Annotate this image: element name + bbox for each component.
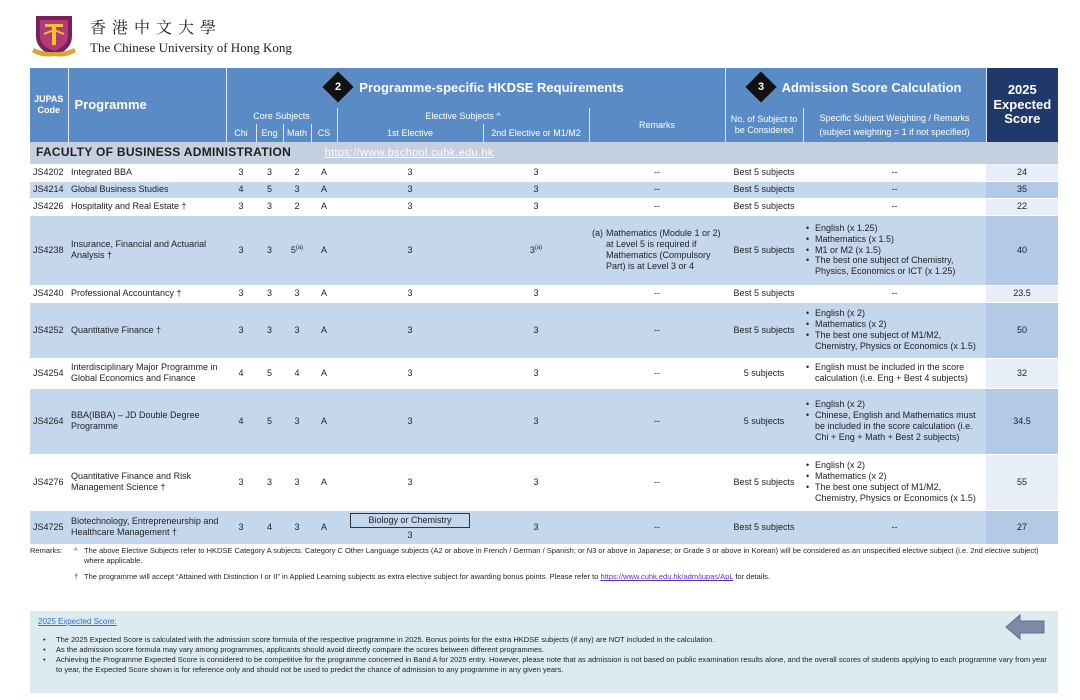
expected-score: 34.5 <box>986 388 1058 454</box>
weighting-cell: -- <box>803 164 986 181</box>
remarks-cell: -- <box>589 302 725 358</box>
chi-level: 3 <box>226 302 256 358</box>
faculty-row <box>30 142 1058 164</box>
no-of-subject: Best 5 subjects <box>725 164 803 181</box>
chi-level: 3 <box>226 164 256 181</box>
faculty-website-link[interactable]: https://www.bschool.cuhk.edu.hk <box>324 147 494 160</box>
jupas-code: JS4214 <box>30 181 68 198</box>
jupas-code: JS4254 <box>30 358 68 388</box>
math-level: 2 <box>283 198 311 215</box>
elective2-level: 3 <box>483 358 589 388</box>
programme-name: Integrated BBA <box>68 164 226 181</box>
table-row <box>30 510 1058 544</box>
elective1-level: 3 <box>337 454 483 510</box>
chi-level: 3 <box>226 198 256 215</box>
chi-level: 3 <box>226 285 256 302</box>
cs-level: A <box>311 198 337 215</box>
weighting-cell: • English (x 1.25) • Mathematics (x 1.5) • M1 or M2 (x 1.5) • The best one subject of Chemistry, Physics, Economics or ICT (x 1.25) <box>803 215 986 285</box>
jupas-code: JS4725 <box>30 510 68 544</box>
elective2-level: 3 <box>483 285 589 302</box>
elective2-level: 3 <box>483 510 589 544</box>
no-of-subject: Best 5 subjects <box>725 285 803 302</box>
table-row <box>30 198 1058 215</box>
jupas-code: JS4226 <box>30 198 68 215</box>
no-of-subject: Best 5 subjects <box>725 302 803 358</box>
back-arrow-icon[interactable] <box>1004 613 1046 641</box>
chi-level: 4 <box>226 181 256 198</box>
step-3-badge: 3 <box>745 71 776 102</box>
elective2-header: 2nd Elective or M1/M2 <box>483 124 589 142</box>
expected-score-note-title: 2025 Expected Score: <box>38 617 117 626</box>
elective1-level: 3 <box>337 285 483 302</box>
remarks-cell: -- <box>589 388 725 454</box>
elective1-level: 3 <box>337 388 483 454</box>
expected-score: 55 <box>986 454 1058 510</box>
weighting-cell: -- <box>803 181 986 198</box>
jupas-code: JS4276 <box>30 454 68 510</box>
math-header: Math <box>283 124 311 142</box>
eng-level: 4 <box>256 510 283 544</box>
weighting-cell: -- <box>803 198 986 215</box>
admission-score-header: 3 Admission Score Calculation <box>725 68 986 108</box>
jupas-code: JS4252 <box>30 302 68 358</box>
no-of-subject: Best 5 subjects <box>725 510 803 544</box>
elective2-level: 3 <box>483 181 589 198</box>
table-row <box>30 181 1058 198</box>
expected-score: 32 <box>986 358 1058 388</box>
cs-level: A <box>311 358 337 388</box>
elective2-level: 3 <box>483 198 589 215</box>
no-of-subject-header: No. of Subject to be Considered <box>725 108 803 142</box>
programme-name: Professional Accountancy † <box>68 285 226 302</box>
programme-name: Hospitality and Real Estate † <box>68 198 226 215</box>
jupas-code: JS4202 <box>30 164 68 181</box>
remarks-cell: -- <box>589 285 725 302</box>
programme-header: Programme <box>68 68 226 142</box>
elective2-level: 3 <box>483 454 589 510</box>
table-row <box>30 454 1058 510</box>
eng-level: 3 <box>256 198 283 215</box>
cuhk-crest-logo <box>30 12 78 58</box>
programme-name: Global Business Studies <box>68 181 226 198</box>
core-subjects-header: Core Subjects <box>226 108 337 124</box>
remarks-cell: (a) Mathematics (Module 1 or 2) at Level 5 is required if Mathematics (Compulsory Part) is at Level 3 or 4 <box>589 215 725 285</box>
math-level: 2 <box>283 164 311 181</box>
expected-score-note <box>30 611 1058 693</box>
remarks-cell: -- <box>589 454 725 510</box>
eng-header: Eng <box>256 124 283 142</box>
eng-level: 3 <box>256 454 283 510</box>
university-name-english: The Chinese University of Hong Kong <box>90 39 292 55</box>
caret-remark-text: The above Elective Subjects refer to HKDSE Category A subjects. Category C Other Language subjects (A2 or above in French / German / Spanish; or N3 or above in Japanese; or Grade 3 or above in Korean) will be considered as an unspecified elective subject (i.e. 2nd elective subject) where applicable. <box>84 546 1039 566</box>
dagger-symbol: † <box>74 572 79 582</box>
step-2-badge: 2 <box>323 71 354 102</box>
table-row <box>30 164 1058 181</box>
programme-name: BBA(IBBA) – JD Double Degree Programme <box>68 388 226 454</box>
weighting-header: Specific Subject Weighting / Remarks (subject weighting = 1 if not specified) <box>803 108 986 142</box>
jupas-code: JS4238 <box>30 215 68 285</box>
remarks-cell: -- <box>589 510 725 544</box>
faculty-title: FACULTY OF BUSINESS ADMINISTRATION <box>36 145 292 160</box>
no-of-subject: Best 5 subjects <box>725 181 803 198</box>
math-level: 5$^{(a)}$ <box>283 215 311 285</box>
elective1-level: 3 <box>337 164 483 181</box>
math-level: 3 <box>283 181 311 198</box>
expected-score-header: 2025 Expected Score <box>986 68 1058 142</box>
weighting-cell: • English must be included in the score calculation (i.e. Eng + Best 4 subjects) <box>803 358 986 388</box>
remarks-header: Remarks <box>589 108 725 142</box>
cs-header: CS <box>311 124 337 142</box>
elective1-level: 3 <box>337 198 483 215</box>
caret-symbol: ^ <box>74 546 78 555</box>
expected-score: 35 <box>986 181 1058 198</box>
eng-level: 5 <box>256 358 283 388</box>
remarks-cell: -- <box>589 198 725 215</box>
elective1-level: 3 <box>337 302 483 358</box>
programme-name: Interdisciplinary Major Programme in Global Economics and Finance <box>68 358 226 388</box>
elective1-subject-box: Biology or Chemistry <box>350 513 470 528</box>
weighting-cell: • English (x 2) • Mathematics (x 2) • The best one subject of M1/M2, Chemistry, Physics or Economics (x 1.5) <box>803 302 986 358</box>
remarks-cell: -- <box>589 358 725 388</box>
cs-level: A <box>311 164 337 181</box>
no-of-subject: 5 subjects <box>725 388 803 454</box>
programme-name: Biotechnology, Entrepreneurship and Healthcare Management † <box>68 510 226 544</box>
math-level: 3 <box>283 454 311 510</box>
math-level: 3 <box>283 388 311 454</box>
expected-score: 40 <box>986 215 1058 285</box>
university-name-chinese: 香港中文大學 <box>90 17 223 37</box>
chi-level: 3 <box>226 510 256 544</box>
cs-level: A <box>311 510 337 544</box>
chi-header: Chi <box>226 124 256 142</box>
math-level: 3 <box>283 510 311 544</box>
note-bullet: • The 2025 Expected Score is calculated with the admission score formula of the respective programme in 2025. Bonus points for the extra HKDSE subjects (if any) are NOT included in the calculation. <box>38 635 1050 645</box>
jupas-code: JS4240 <box>30 285 68 302</box>
no-of-subject: Best 5 subjects <box>725 454 803 510</box>
cs-level: A <box>311 285 337 302</box>
note-bullet: • Achieving the Programme Expected Score is considered to be competitive for the programme concerned in Band A for 2025 entry. However, please note that as admission is not based on public examination results alone, and the overall scores of students applying to each programme vary from year to year, the Expected Score shown is for reference only and should not be used to predict the chance of admission to any programme in any given years. <box>38 655 1050 675</box>
table-row <box>30 285 1058 302</box>
chi-level: 3 <box>226 215 256 285</box>
jupas-code-header: JUPAS Code <box>30 68 68 142</box>
math-level: 3 <box>283 285 311 302</box>
chi-level: 3 <box>226 454 256 510</box>
cs-level: A <box>311 454 337 510</box>
no-of-subject: Best 5 subjects <box>725 215 803 285</box>
eng-level: 3 <box>256 164 283 181</box>
eng-level: 5 <box>256 388 283 454</box>
table-row <box>30 302 1058 358</box>
expected-score: 24 <box>986 164 1058 181</box>
chi-level: 4 <box>226 388 256 454</box>
table-row <box>30 215 1058 285</box>
elective1-level: 3 <box>337 181 483 198</box>
remarks-cell: -- <box>589 181 725 198</box>
expected-score: 22 <box>986 198 1058 215</box>
expected-score: 50 <box>986 302 1058 358</box>
elective2-level: 3 <box>483 302 589 358</box>
no-of-subject: Best 5 subjects <box>725 198 803 215</box>
note-bullet: • As the admission score formula may vary among programmes, applicants should avoid directly compare the scores between different programmes. <box>38 645 1050 655</box>
expected-score: 27 <box>986 510 1058 544</box>
elective2-level: 3 <box>483 164 589 181</box>
requirements-table <box>30 68 1058 545</box>
eng-level: 5 <box>256 181 283 198</box>
programme-name: Quantitative Finance † <box>68 302 226 358</box>
elective1-level: Biology or Chemistry 3 <box>337 510 483 544</box>
applied-learning-link[interactable]: https://www.cuhk.edu.hk/adm/jupas/ApL <box>600 572 734 582</box>
expected-score: 23.5 <box>986 285 1058 302</box>
dagger-remark-text: The programme will accept “Attained with Distinction I or II” in Applied Learning subjects as extra elective subject for awarding bonus points. Please refer to https://www.cuhk.edu.hk/adm/jupas/ApL for details. <box>84 572 770 582</box>
eng-level: 3 <box>256 215 283 285</box>
math-level: 3 <box>283 302 311 358</box>
programme-name: Insurance, Financial and Actuarial Analysis † <box>68 215 226 285</box>
weighting-cell: • English (x 2) • Chinese, English and Mathematics must be included in the score calculation (i.e. Chi + Eng + Math + Best 2 subjects) <box>803 388 986 454</box>
programme-requirements-header: 2 Programme-specific HKDSE Requirements <box>226 68 725 108</box>
cs-level: A <box>311 388 337 454</box>
elective1-level: 3 <box>337 358 483 388</box>
weighting-cell: • English (x 2) • Mathematics (x 2) • The best one subject of M1/M2, Chemistry, Physics or Economics (x 1.5) <box>803 454 986 510</box>
remarks-cell: -- <box>589 164 725 181</box>
weighting-cell: -- <box>803 285 986 302</box>
table-row <box>30 388 1058 454</box>
programme-name: Quantitative Finance and Risk Management Science † <box>68 454 226 510</box>
elective2-level: 3$^{(a)}$ <box>483 215 589 285</box>
elective2-level: 3 <box>483 388 589 454</box>
elective-subjects-header: Elective Subjects ^ <box>337 108 589 124</box>
no-of-subject: 5 subjects <box>725 358 803 388</box>
remarks-section <box>30 546 1058 582</box>
cs-level: A <box>311 215 337 285</box>
chi-level: 4 <box>226 358 256 388</box>
elective1-header: 1st Elective <box>337 124 483 142</box>
university-header <box>30 10 292 60</box>
eng-level: 3 <box>256 302 283 358</box>
table-row <box>30 358 1058 388</box>
elective1-level: 3 <box>337 215 483 285</box>
cs-level: A <box>311 302 337 358</box>
jupas-code: JS4264 <box>30 388 68 454</box>
cs-level: A <box>311 181 337 198</box>
eng-level: 3 <box>256 285 283 302</box>
math-level: 4 <box>283 358 311 388</box>
weighting-cell: -- <box>803 510 986 544</box>
remarks-label: Remarks: <box>30 546 63 555</box>
